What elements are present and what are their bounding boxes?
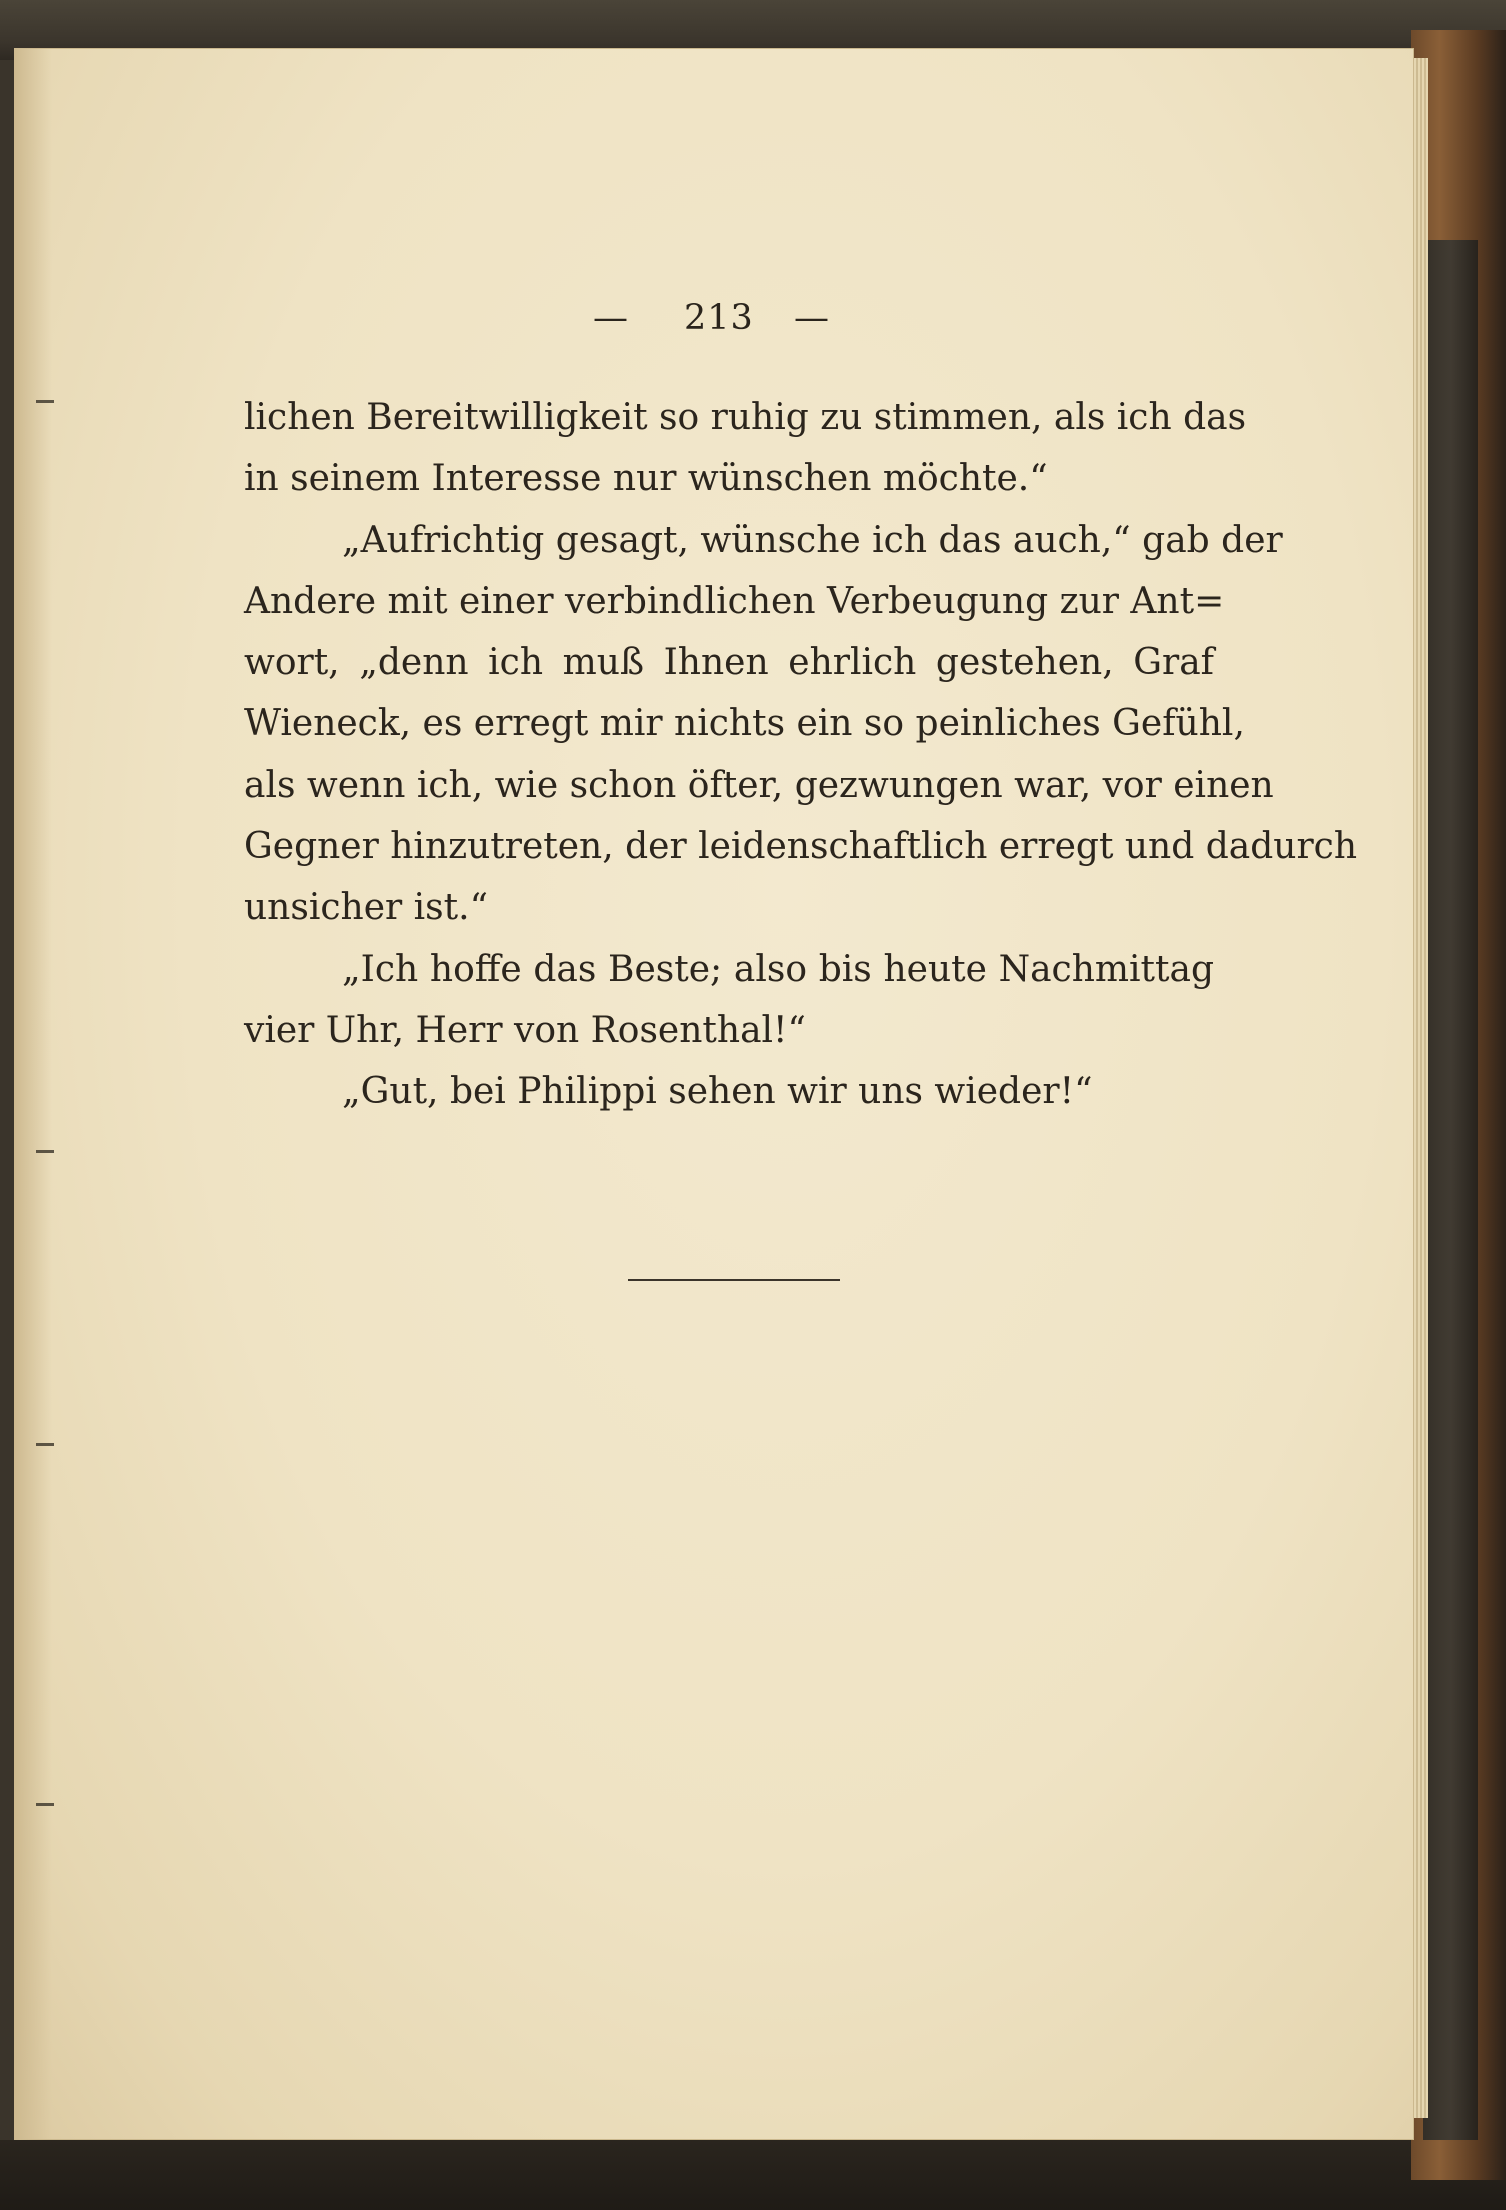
text-line: vier Uhr, Herr von Rosenthal!“ xyxy=(244,1010,806,1051)
text-line: unsicher ist.“ xyxy=(244,887,488,928)
text-line: in seinem Interesse nur wünschen möchte.“ xyxy=(244,458,1048,499)
page-stack-edges xyxy=(1414,58,1428,2118)
page-gutter-shadow xyxy=(14,48,52,2140)
margin-mark xyxy=(36,1443,54,1446)
header-dash-left: — xyxy=(593,298,628,338)
text-line: Wieneck, es erregt mir nichts ein so peinliches Gefühl, xyxy=(244,703,1245,744)
page-number: 213 xyxy=(684,298,754,338)
margin-mark xyxy=(36,400,54,403)
cover-bottom-edge xyxy=(0,2140,1506,2210)
margin-mark xyxy=(36,1150,54,1153)
text-line: Gegner hinzutreten, der leidenschaftlich erregt und dadurch xyxy=(244,826,1358,867)
page-header xyxy=(14,298,1414,358)
text-line: „Gut, bei Philippi sehen wir uns wieder!“ xyxy=(342,1071,1093,1112)
end-of-chapter-rule xyxy=(628,1279,840,1281)
text-line: Andere mit einer verbindlichen Verbeugung zur Ant= xyxy=(244,581,1225,622)
book-page xyxy=(14,48,1414,2140)
text-line: „Aufrichtig gesagt, wünsche ich das auch,“ gab der xyxy=(342,520,1283,561)
margin-mark xyxy=(36,1803,54,1806)
header-dash-right: — xyxy=(794,298,829,338)
text-line: „Ich hoffe das Beste; also bis heute Nachmittag xyxy=(342,949,1214,990)
text-line: lichen Bereitwilligkeit so ruhig zu stimmen, als ich das xyxy=(244,397,1247,438)
text-line: wort, „denn ich muß Ihnen ehrlich gestehen, Graf xyxy=(244,642,1214,683)
spine-dark-edge xyxy=(1423,240,1478,2140)
text-line: als wenn ich, wie schon öfter, gezwungen war, vor einen xyxy=(244,765,1274,806)
